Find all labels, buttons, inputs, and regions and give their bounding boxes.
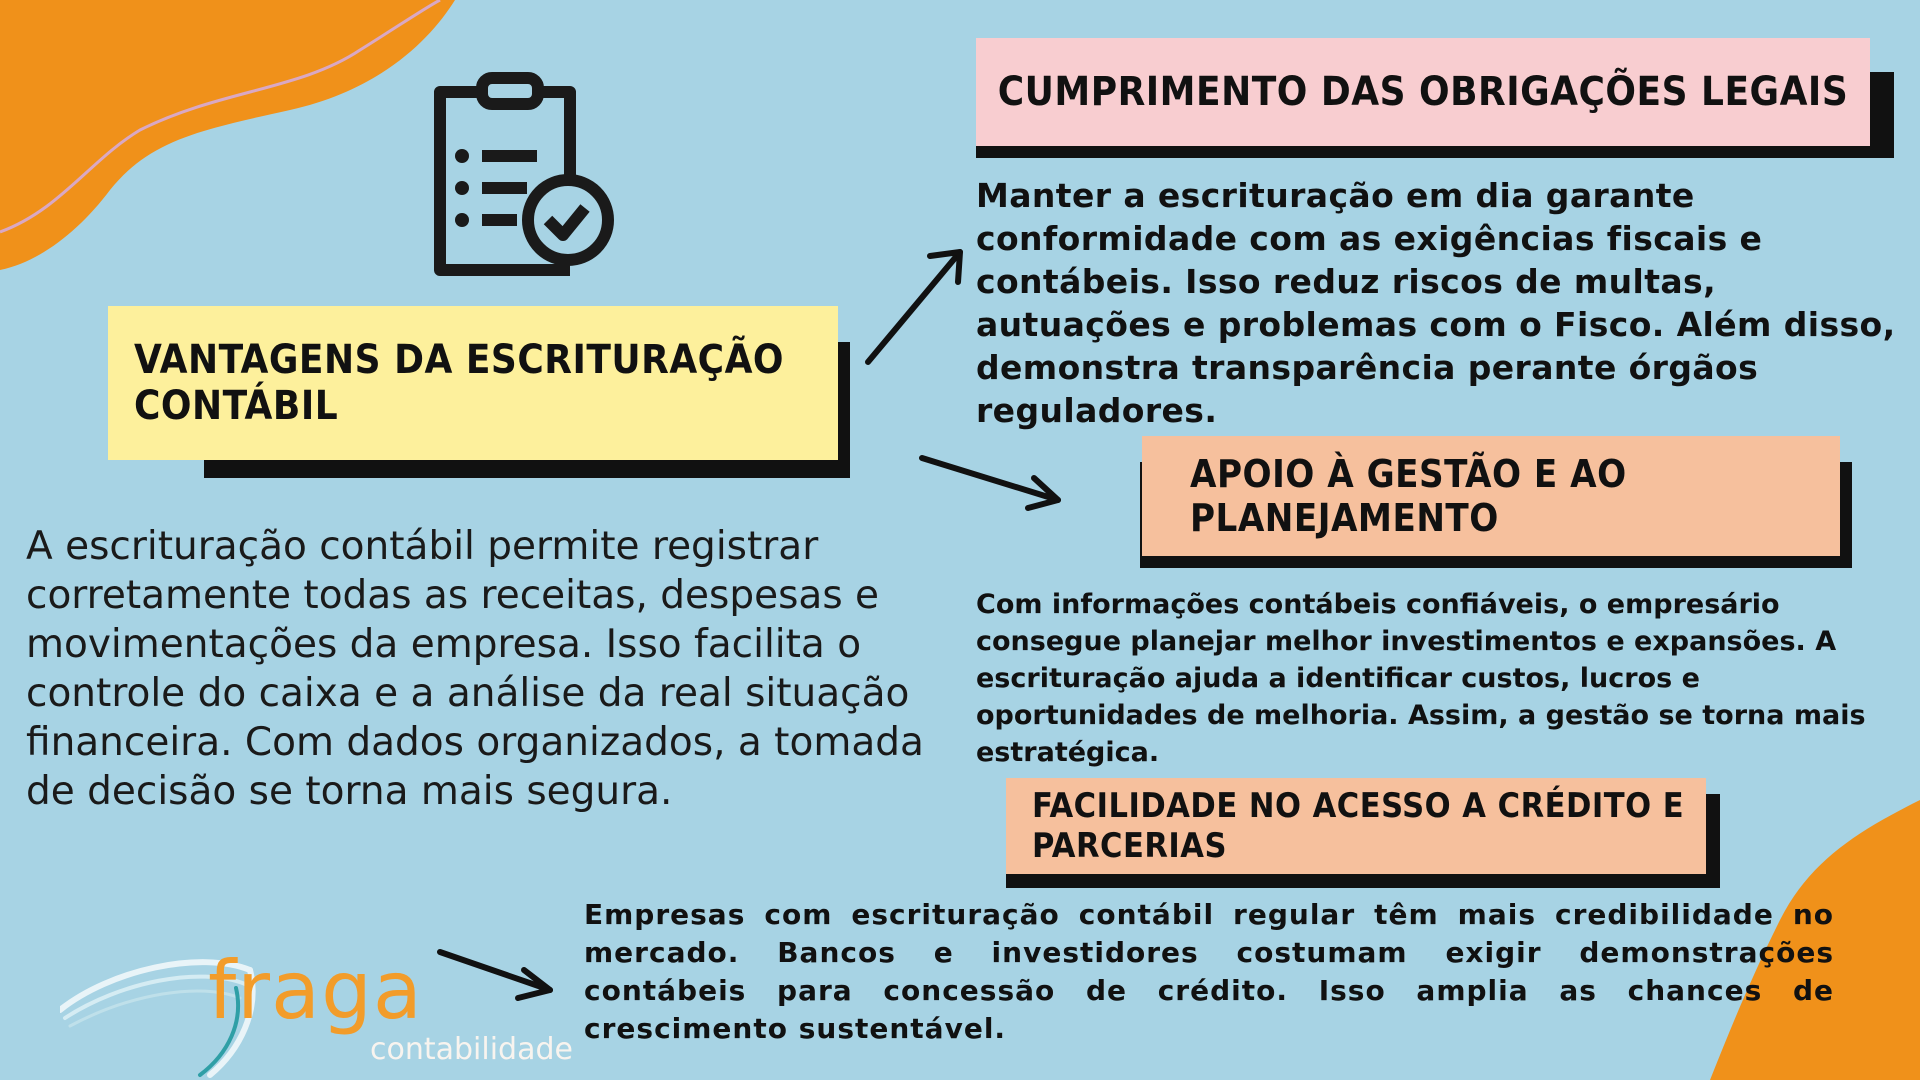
arrow-to-section-1 — [868, 252, 960, 362]
intro-text: A escrituração contábil permite registrar corretamente todas as receitas, despesas e movimentações da empresa. Isso facilita o controle do caixa e a análise da real situação financeira. Com dados organizados, a tomada de decisão se torna mais segura. — [26, 524, 924, 814]
section-1-title: CUMPRIMENTO DAS OBRIGAÇÕES LEGAIS — [976, 38, 1870, 146]
clipboard-checklist-icon — [420, 70, 630, 280]
section-3-title: FACILIDADE NO ACESSO A CRÉDITO E PARCERIAS — [1006, 778, 1706, 874]
section-1-text: Manter a escrituração em dia garante conformidade com as exigências fiscais e contábeis. Isso reduz riscos de multas, autuações e problemas com o Fisco. Além disso, demonstra transparência perante órgãos reguladores. — [976, 176, 1896, 430]
logo-subtitle: contabilidade — [370, 1032, 573, 1067]
arrow-to-section-2 — [922, 458, 1058, 508]
main-title: VANTAGENS DA ESCRITURAÇÃO CONTÁBIL — [108, 306, 838, 460]
logo-wordmark: fraga — [208, 944, 423, 1037]
top-left-orange-blob — [0, 0, 470, 280]
section-2-title: APOIO À GESTÃO E AO PLANEJAMENTO — [1142, 436, 1840, 556]
section-3-text: Empresas com escrituração contábil regular têm mais credibilidade no mercado. Bancos e investidores costumam exigir demonstrações contábeis para concessão de crédito. Isso amplia as chances de crescimento sustentável. — [584, 898, 1834, 1045]
section-2-text: Com informações contábeis confiáveis, o empresário consegue planejar melhor investimentos e expansões. A escrituração ajuda a identificar custos, lucros e oportunidades de melhoria. Assim, a gestão se torna mais estratégica. — [976, 589, 1866, 768]
